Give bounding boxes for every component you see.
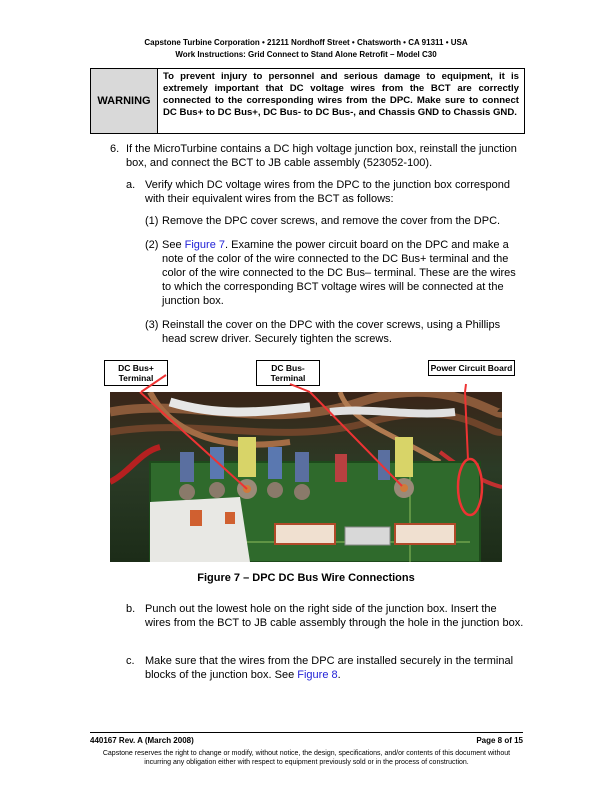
substep-2-label: (2): [145, 239, 159, 251]
warning-text: To prevent injury to personnel and serious damage to equipment, it is extremely important that DC voltage wires from the BCT are correctly connected to the corresponding wires from the DPC. Make sure to connect DC Bus+ to DC Bus+, DC Bus- to DC Bus-, and Chassis GND to Chassis GND.: [163, 71, 519, 118]
step-6c-body: Make sure that the wires from the DPC are installed securely in the terminal blocks of the junction box. See: [145, 655, 514, 681]
step-6b-label: b.: [126, 603, 136, 615]
footer-divider: [90, 732, 523, 733]
dpc-photo: [110, 392, 502, 562]
step-6a-text: Verify which DC voltage wires from the DPC to the junction box correspond with their equivalent wires from the BCT as follows:: [145, 179, 510, 205]
step-6b-text: Punch out the lowest hole on the right side of the junction box. Insert the wires from the BCT to JB cable assembly through the hole in the junction box.: [145, 603, 524, 629]
callout-dc-bus-minus-terminal: DC Bus- Terminal: [256, 360, 320, 386]
substep-2-prefix: See: [162, 239, 185, 251]
substep-1-text: Remove the DPC cover screws, and remove the cover from the DPC.: [162, 215, 501, 227]
footer-document-revision: 440167 Rev. A (March 2008): [90, 736, 194, 745]
substep-1-label: (1): [145, 215, 159, 227]
footer-page-number: Page 8 of 15: [476, 736, 523, 745]
substep-3-label: (3): [145, 319, 159, 331]
warning-label: WARNING: [91, 69, 158, 133]
header-company-line: Capstone Turbine Corporation • 21211 Nordhoff Street • Chatsworth • CA 91311 • USA: [144, 38, 468, 47]
step-6c-suffix: .: [337, 669, 341, 681]
callout-power-circuit-board: Power Circuit Board: [428, 360, 515, 376]
figure-8-link[interactable]: Figure 8: [297, 669, 338, 681]
step-6a-label: a.: [126, 179, 136, 191]
dpc-photo-illustration: [110, 392, 502, 562]
step-6c-label: c.: [126, 655, 135, 667]
callout-dc-bus-plus-terminal: DC Bus+ Terminal: [104, 360, 168, 386]
substep-3-text: Reinstall the cover on the DPC with the cover screws, using a Phillips head screw driver. Securely tighten the screws.: [162, 319, 501, 345]
step-6c-text: [145, 654, 525, 682]
header-document-title: Work Instructions: Grid Connect to Stand Alone Retrofit – Model C30: [175, 50, 437, 59]
step-6-text: If the MicroTurbine contains a DC high voltage junction box, reinstall the junction box, and connect the BCT to JB cable assembly (523052-100).: [126, 143, 517, 169]
step-6-number: 6.: [110, 143, 120, 155]
figure-7-link[interactable]: Figure 7: [184, 239, 225, 251]
footer-disclaimer: Capstone reserves the right to change or modify, without notice, the design, specifications, and/or contents of this document without incurring any obligation either with respect to equipment previously sold or in the process of construction.: [102, 750, 511, 766]
substep-2-body: . Examine the power circuit board on the DPC and make a note of the color of the wire connected to the DC Bus+ terminal and the color of the wire connected to the DC Bus– terminal. These are the wires to which the corresponding BCT voltage wires will be connected at the junction box.: [162, 239, 516, 307]
figure-7-caption: Figure 7 – DPC DC Bus Wire Connections: [197, 572, 415, 584]
